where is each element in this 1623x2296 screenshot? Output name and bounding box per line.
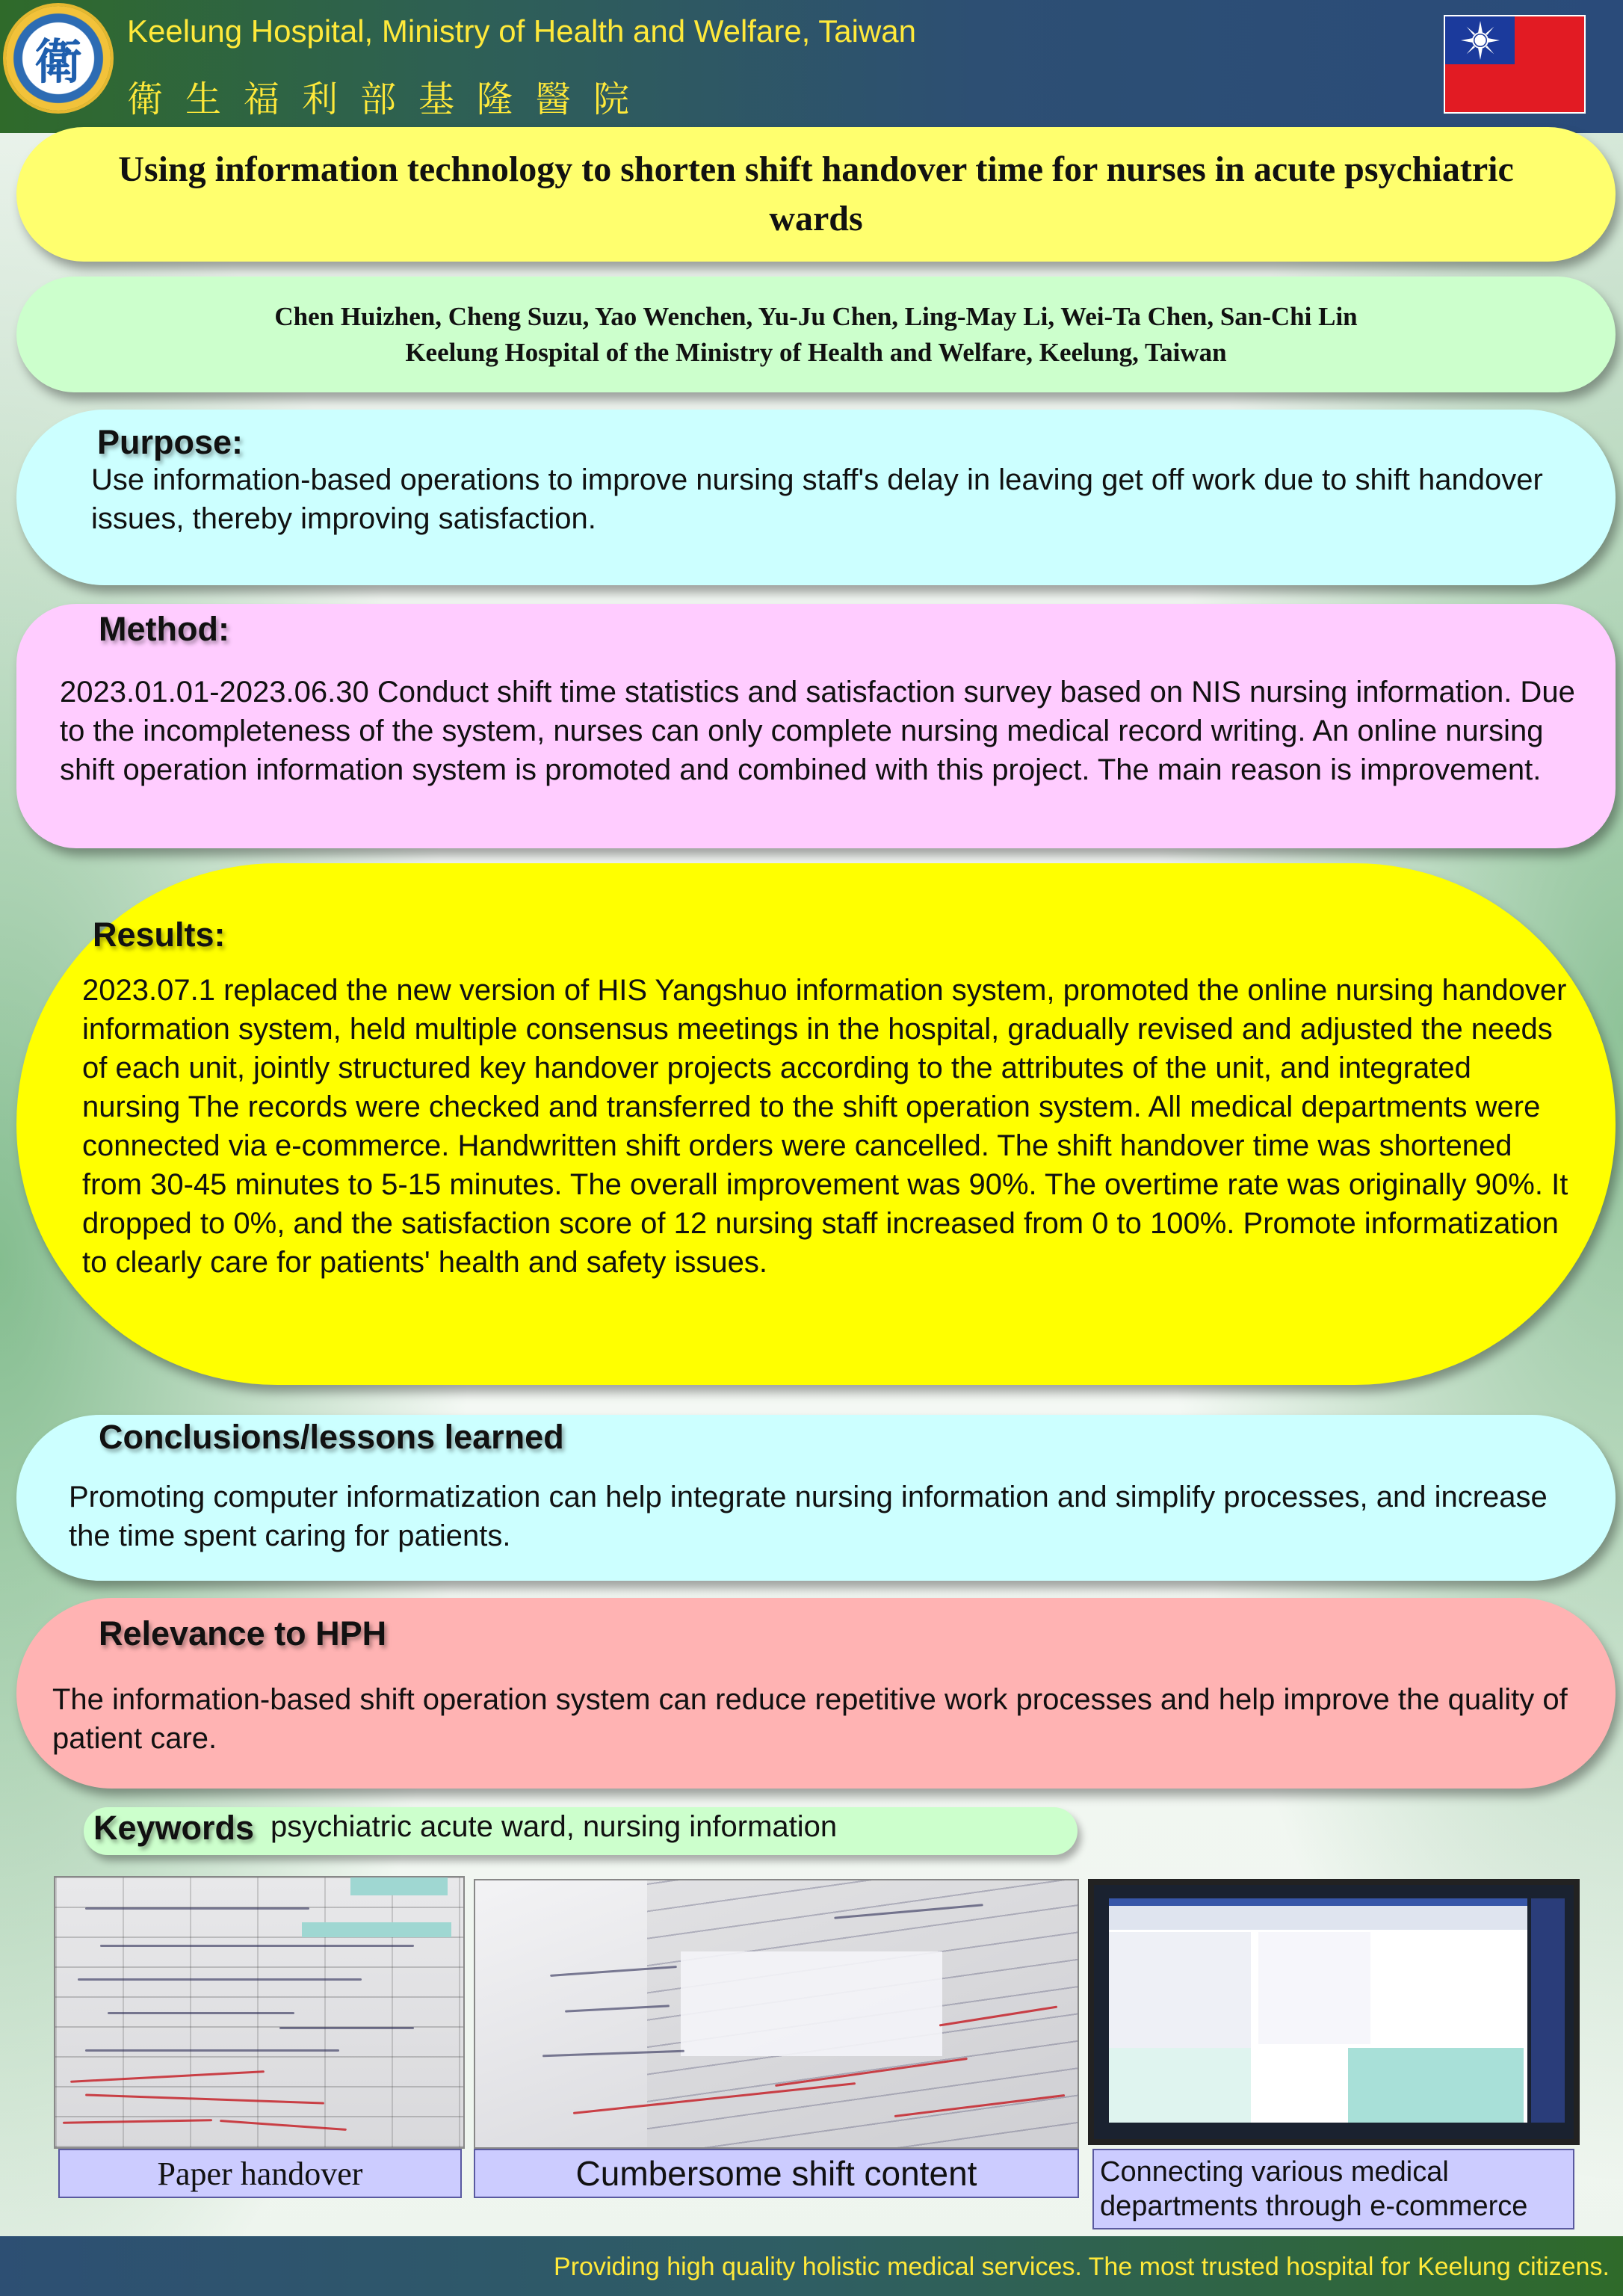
- author-names: Chen Huizhen, Cheng Suzu, Yao Wenchen, Yu-Ju Chen, Ling-May Li, Wei-Ta Chen, San-Chi Lin: [274, 301, 1358, 331]
- method-heading: Method:: [99, 610, 229, 648]
- ink-line: [100, 1945, 414, 1947]
- red-handwriting: [63, 2119, 212, 2123]
- caption-paper-handover: Paper handover: [58, 2149, 462, 2198]
- screen-toolbar: [1531, 1898, 1565, 2123]
- red-handwriting: [220, 2120, 347, 2131]
- footer-slogan: Providing high quality holistic medical services. The most trusted hospital for Keelung citizens.: [554, 2253, 1610, 2281]
- org-name-en: Keelung Hospital, Ministry of Health and Welfare, Taiwan: [127, 13, 916, 49]
- computer-screen: [1109, 1898, 1527, 2123]
- results-panel: [16, 863, 1616, 1385]
- purpose-heading: Purpose:: [97, 423, 244, 461]
- red-handwriting: [85, 2093, 324, 2104]
- purpose-panel: [16, 410, 1616, 585]
- header-banner: [0, 0, 1623, 133]
- conclusions-heading: Conclusions/lessons learned: [99, 1418, 564, 1456]
- red-handwriting: [894, 2094, 1066, 2117]
- flag-canton: [1445, 16, 1515, 64]
- red-handwriting: [775, 2058, 968, 2087]
- screen-middle-pane: [1258, 1932, 1370, 2044]
- taiwan-flag-icon: [1445, 16, 1584, 112]
- ink-line: [85, 2049, 339, 2052]
- red-handwriting: [70, 2070, 265, 2083]
- conclusions-text: Promoting computer informatization can help integrate nursing information and simplify processes, and increase the time spent caring for patients.: [69, 1481, 1548, 1552]
- caption-ecommerce: Connecting various medical departments through e-commerce: [1092, 2149, 1574, 2229]
- results-text: 2023.07.1 replaced the new version of HIS Yangshuo information system, promoted the online nursing handover information system, held multiple consensus meetings in the hospital, gradually revised and adjusted the needs of each unit, jointly structured key handover projects according to the attributes of the unit, and integrated nursing The records were checked and transferred to the shift operation system. All medical departments were connected via e-commerce. Handwritten shift orders were cancelled. The shift handover time was shortened from 30-45 minutes to 5-15 minutes. The overall improvement was 90%. The overtime rate was originally 90%. It dropped to 0%, and the satisfaction score of 12 nursing staff increased from 0 to 100%. Promote informatization to clearly care for patients' health and safety issues.: [82, 974, 1568, 1279]
- paper-blank-area: [681, 1951, 942, 2056]
- form-header-block: [350, 1877, 448, 1895]
- relevance-text: The information-based shift operation system can reduce repetitive work processes and help improve the quality of patient care.: [52, 1683, 1568, 1755]
- relevance-heading: Relevance to HPH: [99, 1614, 387, 1652]
- org-name-zh: 衛生福利部基隆醫院: [127, 78, 652, 120]
- purpose-text: Use information-based operations to improve nursing staff's delay in leaving get off work due to shift handover issues, thereby improving satisfaction.: [91, 463, 1543, 535]
- red-handwriting: [939, 2006, 1057, 2027]
- title-panel: [16, 127, 1616, 262]
- logo-glyph: 衛: [34, 34, 82, 90]
- footer-banner: [0, 2236, 1623, 2296]
- keywords-text: psychiatric acute ward, nursing information: [270, 1810, 838, 1843]
- white-sun-icon: [1459, 19, 1501, 61]
- relevance-panel: [16, 1598, 1616, 1789]
- method-text: 2023.01.01-2023.06.30 Conduct shift time statistics and satisfaction survey based on NIS nursing information. Due to the incompleteness of the system, nurses can only complete nursing medical record writing. An online nursing shift operation information system is promoted and combined with this project. The main reason is improvement.: [60, 676, 1575, 786]
- screen-titlebar: [1109, 1898, 1527, 1906]
- screen-teal-pane: [1348, 2048, 1524, 2123]
- paper-handover-photo: [54, 1876, 465, 2149]
- screen-text-pane: [1374, 1932, 1524, 2037]
- authors-panel: [16, 277, 1616, 392]
- hospital-logo-icon: [6, 6, 111, 111]
- caption-shift-content: Cumbersome shift content: [474, 2149, 1079, 2198]
- conclusions-panel: [16, 1415, 1616, 1581]
- ink-line: [78, 1978, 362, 1981]
- keywords-heading: Keywords: [93, 1809, 255, 1847]
- screen-notes-pane: [1109, 2048, 1251, 2123]
- method-panel: [16, 604, 1616, 848]
- shift-system-screen-photo: [1088, 1879, 1580, 2145]
- author-affiliation: Keelung Hospital of the Ministry of Health and Welfare, Keelung, Taiwan: [405, 337, 1227, 367]
- ink-line: [85, 1907, 309, 1910]
- ink-line: [279, 2027, 414, 2029]
- ink-line: [108, 2012, 294, 2014]
- shift-notes-photo: [474, 1879, 1079, 2149]
- poster-title: Using information technology to shorten shift handover time for nurses in acute psychiatric wards: [118, 149, 1514, 238]
- ink-line: [834, 1904, 983, 1919]
- results-heading: Results:: [93, 916, 226, 954]
- form-label-block: [302, 1922, 451, 1937]
